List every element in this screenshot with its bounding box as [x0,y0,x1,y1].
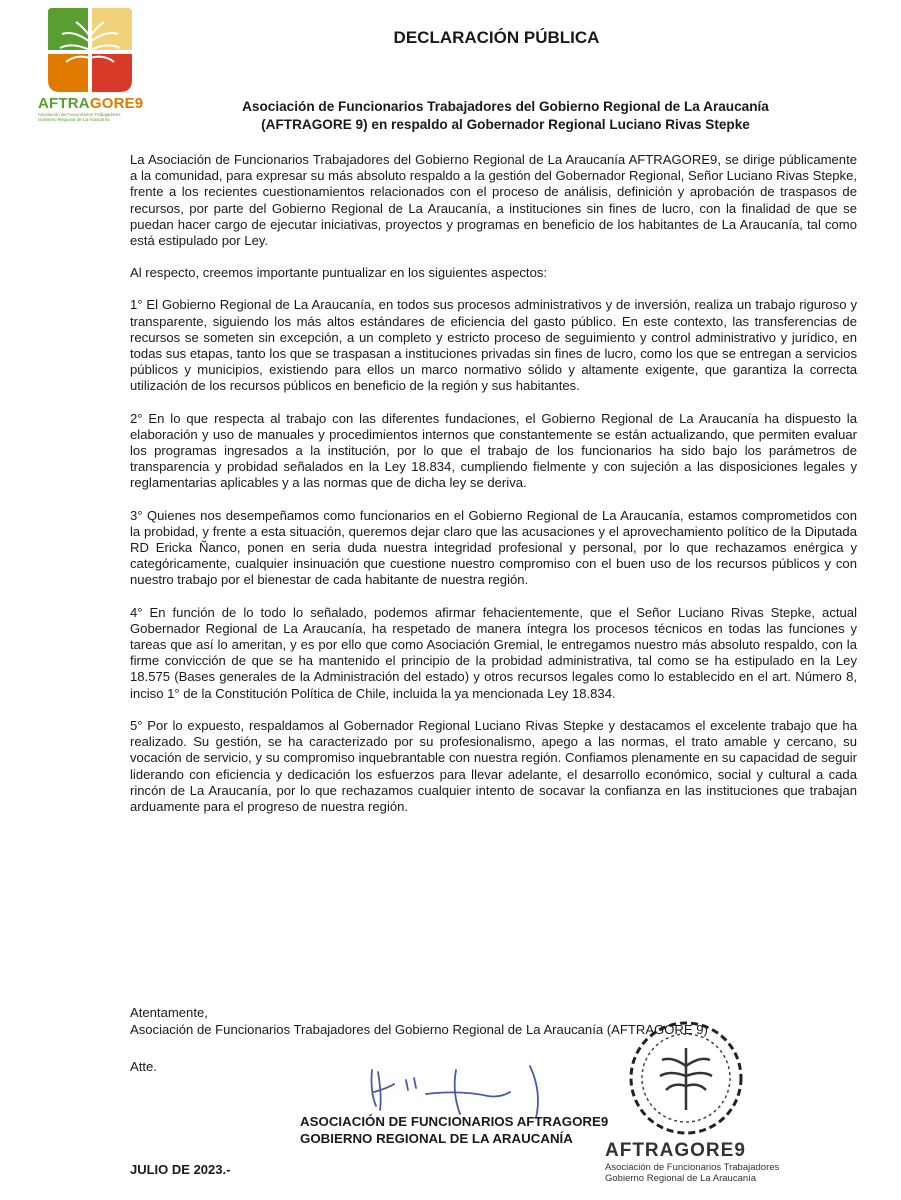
paragraph-point-2: 2° En lo que respecta al trabajo con las diferentes fundaciones, el Gobierno Regional de La Araucanía ha dispuesto la elaboración y uso de manuales y procedimientos internos que constantemente se están actualizando, que permiten evaluar los programas ingresados a la institución, por lo que el trabajo de los funcionarios ha sido bajo los parámetros de transparencia y probidad señalados en la Ley 18.834, cumpliendo fielmente y con sujeción a las disposiciones legales y reglamentarias aplicables y a las normas que de dicha ley se deriva. [130,410,857,491]
paragraph-point-1: 1° El Gobierno Regional de La Araucanía, en todos sus procesos administrativos y de inversión, realiza un trabajo riguroso y transparente, siguiendo los más altos estándares de eficiencia del gasto público. En este contexto, las transferencias de recursos se someten sin excepción, a un completo y estricto proceso de seguimiento y control administrativo y jurídico, en todas sus etapas, tanto los que se traspasan a instituciones privadas sin fines de lucro, como los que se entregan a servicios públicos y municipios, existiendo para ellos un marco normativo sólido y altamente exigente, que garantiza la correcta utilización de los recursos públicos en beneficio de la región y sus habitantes. [130,297,857,394]
paragraph-point-3: 3° Quienes nos desempeñamos como funcionarios en el Gobierno Regional de La Araucanía, estamos comprometidos con la probidad, y frente a esta situación, queremos dejar claro que las acusaciones y el aprovechamiento político de la Diputada RD Ericka Ñanco, ponen en seria duda nuestra integridad profesional y personal, por lo que rechazamos enérgica y categóricamente, cualquier insinuación que cuestione nuestro compromiso con el buen uso de los recursos públicos y con nuestro trabajo por el bienestar de cada habitante de nuestra región. [130,507,857,588]
paragraph-point-5: 5° Por lo expuesto, respaldamos al Gobernador Regional Luciano Rivas Stepke y destacamos el excelente trabajo que ha realizado. Su gestión, se ha caracterizado por su profesionalismo, apego a las normas, el trato amable y cercano, su vocación de servicio, y su compromiso inquebrantable con nuestra región. Confiamos plenamente en su capacidad de seguir liderando con eficiencia y dedicación los esfuerzos para llevar adelante, el desarrollo económico, social y cultural a cada rincón de La Araucanía, por lo que rechazamos cualquier intento de socavar la confianza en las instituciones que trabajan arduamente para el progreso de nuestra región. [130,717,857,814]
logo-name-part1: AFTRA [38,95,90,112]
document-body [130,152,857,831]
official-stamp-icon [626,1018,746,1138]
signature-block [300,1113,608,1147]
stamp-title: AFTRAGORE9 [605,1140,746,1161]
stamp-line-2: Gobierno Regional de La Araucanía [605,1173,757,1184]
organization-logo [38,8,156,122]
paragraph-intro: La Asociación de Funcionarios Trabajadores del Gobierno Regional de La Araucanía AFTRAGORE9, se dirige públicamente a la comunidad, para expresar su más absoluto respaldo a la gestión del Gobernador Regional, Señor Luciano Rivas Stepke, frente a los recientes cuestionamientos relacionados con el proceso de análisis, definición y aprobación de traspasos de recursos, por parte del Gobierno Regional de La Araucanía, a instituciones sin fines de lucro, con la finalidad de que se puedan hacer cargo de ejecutar iniciativas, proyectos y programas en beneficio de los habitantes de La Araucanía, tal como está estipulado por Ley. [130,152,857,249]
logo-name-part2: GORE9 [89,95,144,112]
paragraph-lead-in: Al respecto, creemos importante puntualizar en los siguientes aspectos: [130,265,548,281]
logo-emblem-icon [44,8,136,92]
subtitle-line-2: (AFTRAGORE 9) en respaldo al Gobernador Regional Luciano Rivas Stepke [261,117,750,132]
stamp-text [605,1140,779,1184]
signature-organization: ASOCIACIÓN DE FUNCIONARIOS AFTRAGORE9 [300,1114,609,1129]
signature-government: GOBIERNO REGIONAL DE LA ARAUCANÍA [300,1131,573,1146]
closing-salutation: Atentamente, [130,1005,208,1020]
document-date: JULIO DE 2023.- [130,1162,231,1177]
logo-wordmark [38,95,156,112]
logo-subtitle-2: Gobierno Regional de La Araucanía [38,117,110,122]
subtitle-line-1: Asociación de Funcionarios Trabajadores del Gobierno Regional de La Araucanía [242,99,769,114]
closing-atte: Atte. [130,1059,157,1074]
document-title: DECLARACIÓN PÚBLICA [393,28,600,47]
logo-subtitle-1: Asociación de Funcionarios Trabajadores [38,112,121,117]
stamp-line-1: Asociación de Funcionarios Trabajadores [605,1162,780,1173]
document-subtitle [150,98,861,134]
closing-organization: Asociación de Funcionarios Trabajadores del Gobierno Regional de La Araucanía (AFTRAGORE 9) [130,1021,708,1037]
paragraph-point-4: 4° En función de lo todo lo señalado, podemos afirmar fehacientemente, que el Señor Luciano Rivas Stepke, actual Gobernador Regional de La Araucanía, ha respetado de manera íntegra los procesos técnicos en todas las funciones y tareas que así lo ameritan, y es por ello que como Asociación Gremial, le entregamos nuestro más absoluto respaldo, con la firme convicción de que se ha mantenido el principio de la probidad administrativa, tal como se ha estipulado en la Ley 18.575 (Bases generales de la Administración del estado) y otros recursos legales como lo establecido en el art. Número 8, inciso 1° de la Constitución Política de Chile, incluida la ya mencionada Ley 18.834. [130,604,857,701]
closing-block [130,1005,861,1038]
